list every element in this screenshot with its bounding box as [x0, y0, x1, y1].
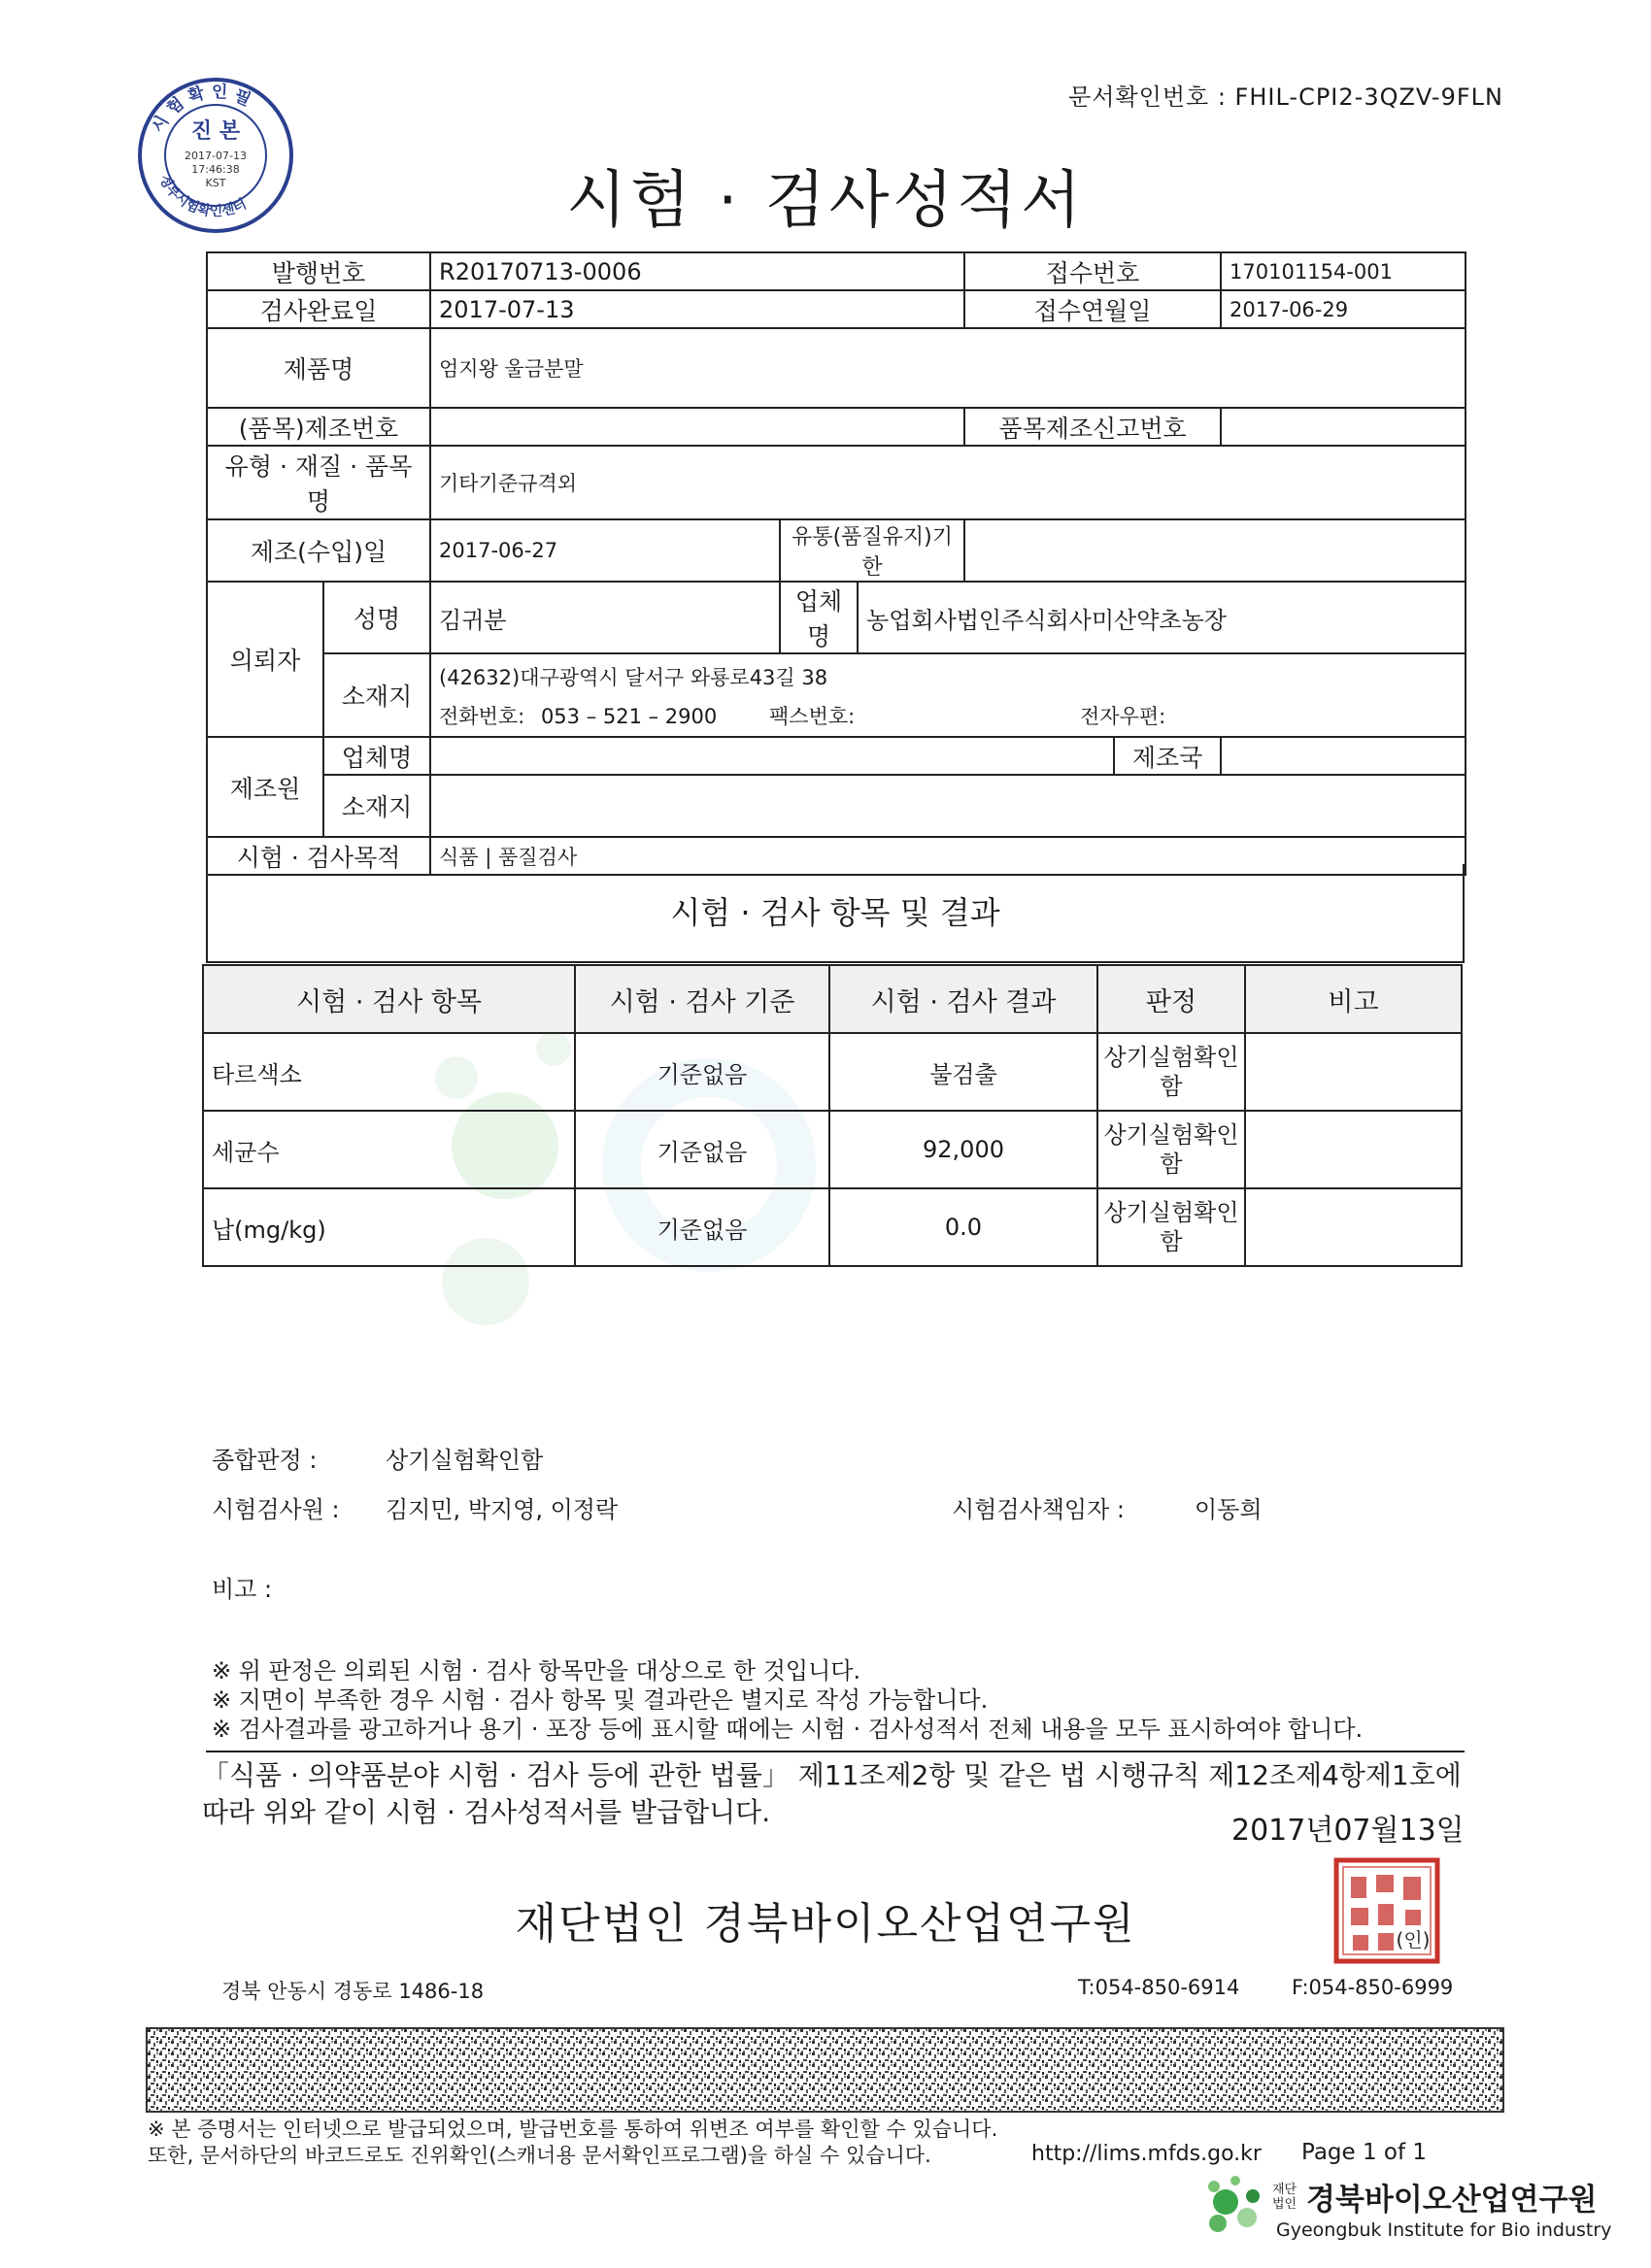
company-name: 농업회사법인주식회사미산약초농장 [858, 582, 1466, 653]
col-header-judge: 판정 [1097, 965, 1245, 1033]
result: 0.0 [829, 1188, 1097, 1266]
official-seal [1333, 1857, 1440, 1964]
receipt-no-label: 접수번호 [964, 252, 1221, 290]
page-title: 시험 · 검사성적서 [566, 165, 1085, 237]
col-header-note: 비고 [1245, 965, 1462, 1033]
maker-label: 제조원 [207, 737, 323, 837]
stamp-tz: KST [205, 177, 226, 189]
testers: 김지민, 박지영, 이정락 [386, 1496, 619, 1523]
stamp-top-text: 시 험 확 인 필 [148, 82, 254, 137]
requester-address-cell [430, 653, 1466, 737]
requester-address: (42632)대구광역시 달서구 와룡로43길 38 [439, 666, 828, 689]
table-row [203, 1033, 1462, 1111]
notice-item: ※ 위 판정은 의뢰된 시험 · 검사 항목만을 대상으로 한 것입니다. [212, 1657, 861, 1684]
report-no-label: 품목제조신고번호 [964, 408, 1221, 446]
col-header-standard: 시험 · 검사 기준 [575, 965, 829, 1033]
maker-address [430, 775, 1466, 837]
footer-notes [148, 2117, 997, 2169]
product-name: 엄지왕 울금분말 [430, 328, 1466, 408]
footer-note-2: 또한, 문서하단의 바코드로도 진위확인(스캐너용 문서확인프로그램)을 하실 수 있습니다. [148, 2144, 931, 2167]
org-fax: F:054-850-6999 [1292, 1976, 1454, 1999]
phone-label: 전화번호: [439, 705, 525, 728]
address-label: 소재지 [323, 653, 430, 737]
logo-small-text: 재단 법인 [1272, 2183, 1297, 2212]
mfg-date-label: 제조(수입)일 [207, 519, 430, 582]
col-header-result: 시험 · 검사 결과 [829, 965, 1097, 1033]
maker-address-label: 소재지 [323, 775, 430, 837]
standard: 기준없음 [575, 1033, 829, 1111]
document-check-number: 문서확인번호 : FHIL-CPI2-3QZV-9FLN [1068, 83, 1503, 111]
law-line-1: 「식품 · 의약품분야 시험 · 검사 등에 관한 법률」 제11조제2항 및 같은 법 시행규칙 제12조제4항제1호에 [202, 1759, 1462, 1791]
receipt-no: 170101154-001 [1221, 252, 1466, 290]
item: 납(mg/kg) [203, 1188, 575, 1266]
issue-no: R20170713-0006 [430, 252, 964, 290]
item: 세균수 [203, 1111, 575, 1188]
contact-line [439, 697, 1457, 732]
logo-english: Gyeongbuk Institute for Bio industry [1276, 2219, 1612, 2241]
purpose-label: 시험 · 검사목적 [207, 837, 430, 875]
footer-note-1: ※ 본 증명서는 인터넷으로 발급되었으며, 발급번호를 통하여 위변조 여부를 확인할 수 있습니다. [148, 2118, 998, 2141]
results-table [202, 964, 1463, 1267]
seal-mark: (인) [1396, 1928, 1431, 1951]
table-row [203, 1111, 1462, 1188]
requester-label: 의뢰자 [207, 582, 323, 737]
verification-url[interactable]: http://lims.mfds.go.kr [1031, 2142, 1262, 2166]
chief: 이동희 [1195, 1496, 1263, 1523]
notice-item: ※ 검사결과를 광고하거나 용기 · 포장 등에 표시할 때에는 시험 · 검사성적서 전체 내용을 모두 표시하여야 합니다. [212, 1716, 1364, 1743]
maker-company [430, 737, 1114, 775]
verification-barcode [146, 2027, 1504, 2113]
requester-name: 김귀분 [430, 582, 780, 653]
issue-no-label: 발행번호 [207, 252, 430, 290]
name-label: 성명 [323, 582, 430, 653]
org-tel: T:054-850-6914 [1078, 1976, 1240, 1999]
report-no [1221, 408, 1466, 446]
item: 타르색소 [203, 1033, 575, 1111]
judgement: 상기실험확인 함 [1097, 1111, 1245, 1188]
expiry [964, 519, 1466, 582]
issue-date: 2017년07월13일 [1231, 1814, 1465, 1848]
testers-label: 시험검사원 : [212, 1496, 340, 1523]
receipt-date: 2017-06-29 [1221, 290, 1466, 328]
stamp-bottom-text: 정부시험확인센터 [155, 172, 250, 220]
logo-name: 경북바이오산업연구원 [1306, 2183, 1598, 2218]
page-number: Page 1 of 1 [1301, 2140, 1428, 2165]
type-label: 유형 · 재질 · 품목명 [207, 446, 430, 519]
notice-list [212, 1656, 1363, 1744]
judgement: 상기실험확인 함 [1097, 1033, 1245, 1111]
stamp-date: 2017-07-13 [185, 150, 247, 162]
expiry-label: 유통(품질유지)기한 [780, 519, 964, 582]
country [1221, 737, 1466, 775]
org-address: 경북 안동시 경동로 1486-18 [221, 1980, 485, 2003]
fax-label: 팩스번호: [769, 705, 856, 728]
stamp-time: 17:46:38 [191, 163, 240, 176]
remarks-label: 비고 : [212, 1576, 273, 1603]
note [1245, 1188, 1462, 1266]
standard: 기준없음 [575, 1111, 829, 1188]
type-value: 기타기준규격외 [430, 446, 1466, 519]
judgement: 상기실험확인 함 [1097, 1188, 1245, 1266]
phone: 053 – 521 – 2900 [540, 705, 718, 728]
mfg-no-label: (품목)제조번호 [207, 408, 430, 446]
mfg-no [430, 408, 964, 446]
law-line-2: 따라 위와 같이 시험 · 검사성적서를 발급합니다. [202, 1796, 771, 1828]
product-label: 제품명 [207, 328, 430, 408]
info-table [206, 251, 1466, 876]
mfg-date: 2017-06-27 [430, 519, 780, 582]
notice-item: ※ 지면이 부족한 경우 시험 · 검사 항목 및 결과란은 별지로 작성 가능합니다. [212, 1686, 989, 1714]
organization-name: 재단법인 경북바이오산업연구원 [515, 1899, 1136, 1949]
company-label: 업체명 [780, 582, 858, 653]
section-title: 시험 · 검사 항목 및 결과 [206, 864, 1465, 963]
standard: 기준없음 [575, 1188, 829, 1266]
overall-judgement: 상기실험확인함 [386, 1447, 544, 1474]
email-label: 전자우편: [1080, 705, 1166, 728]
col-header-item: 시험 · 검사 항목 [203, 965, 575, 1033]
stamp-center-text: 진 본 [190, 119, 241, 144]
purpose: 식품 | 품질검사 [430, 837, 1466, 875]
country-label: 제조국 [1114, 737, 1221, 775]
result: 92,000 [829, 1111, 1097, 1188]
divider [206, 1751, 1465, 1752]
maker-company-label: 업체명 [323, 737, 430, 775]
note [1245, 1111, 1462, 1188]
overall-label: 종합판정 : [212, 1447, 318, 1474]
institute-logo-icon [1204, 2173, 1282, 2241]
chief-label: 시험검사책임자 : [952, 1496, 1126, 1523]
complete-date-label: 검사완료일 [207, 290, 430, 328]
result: 불검출 [829, 1033, 1097, 1111]
receipt-date-label: 접수연월일 [964, 290, 1221, 328]
note [1245, 1033, 1462, 1111]
complete-date: 2017-07-13 [430, 290, 964, 328]
table-row [203, 1188, 1462, 1266]
